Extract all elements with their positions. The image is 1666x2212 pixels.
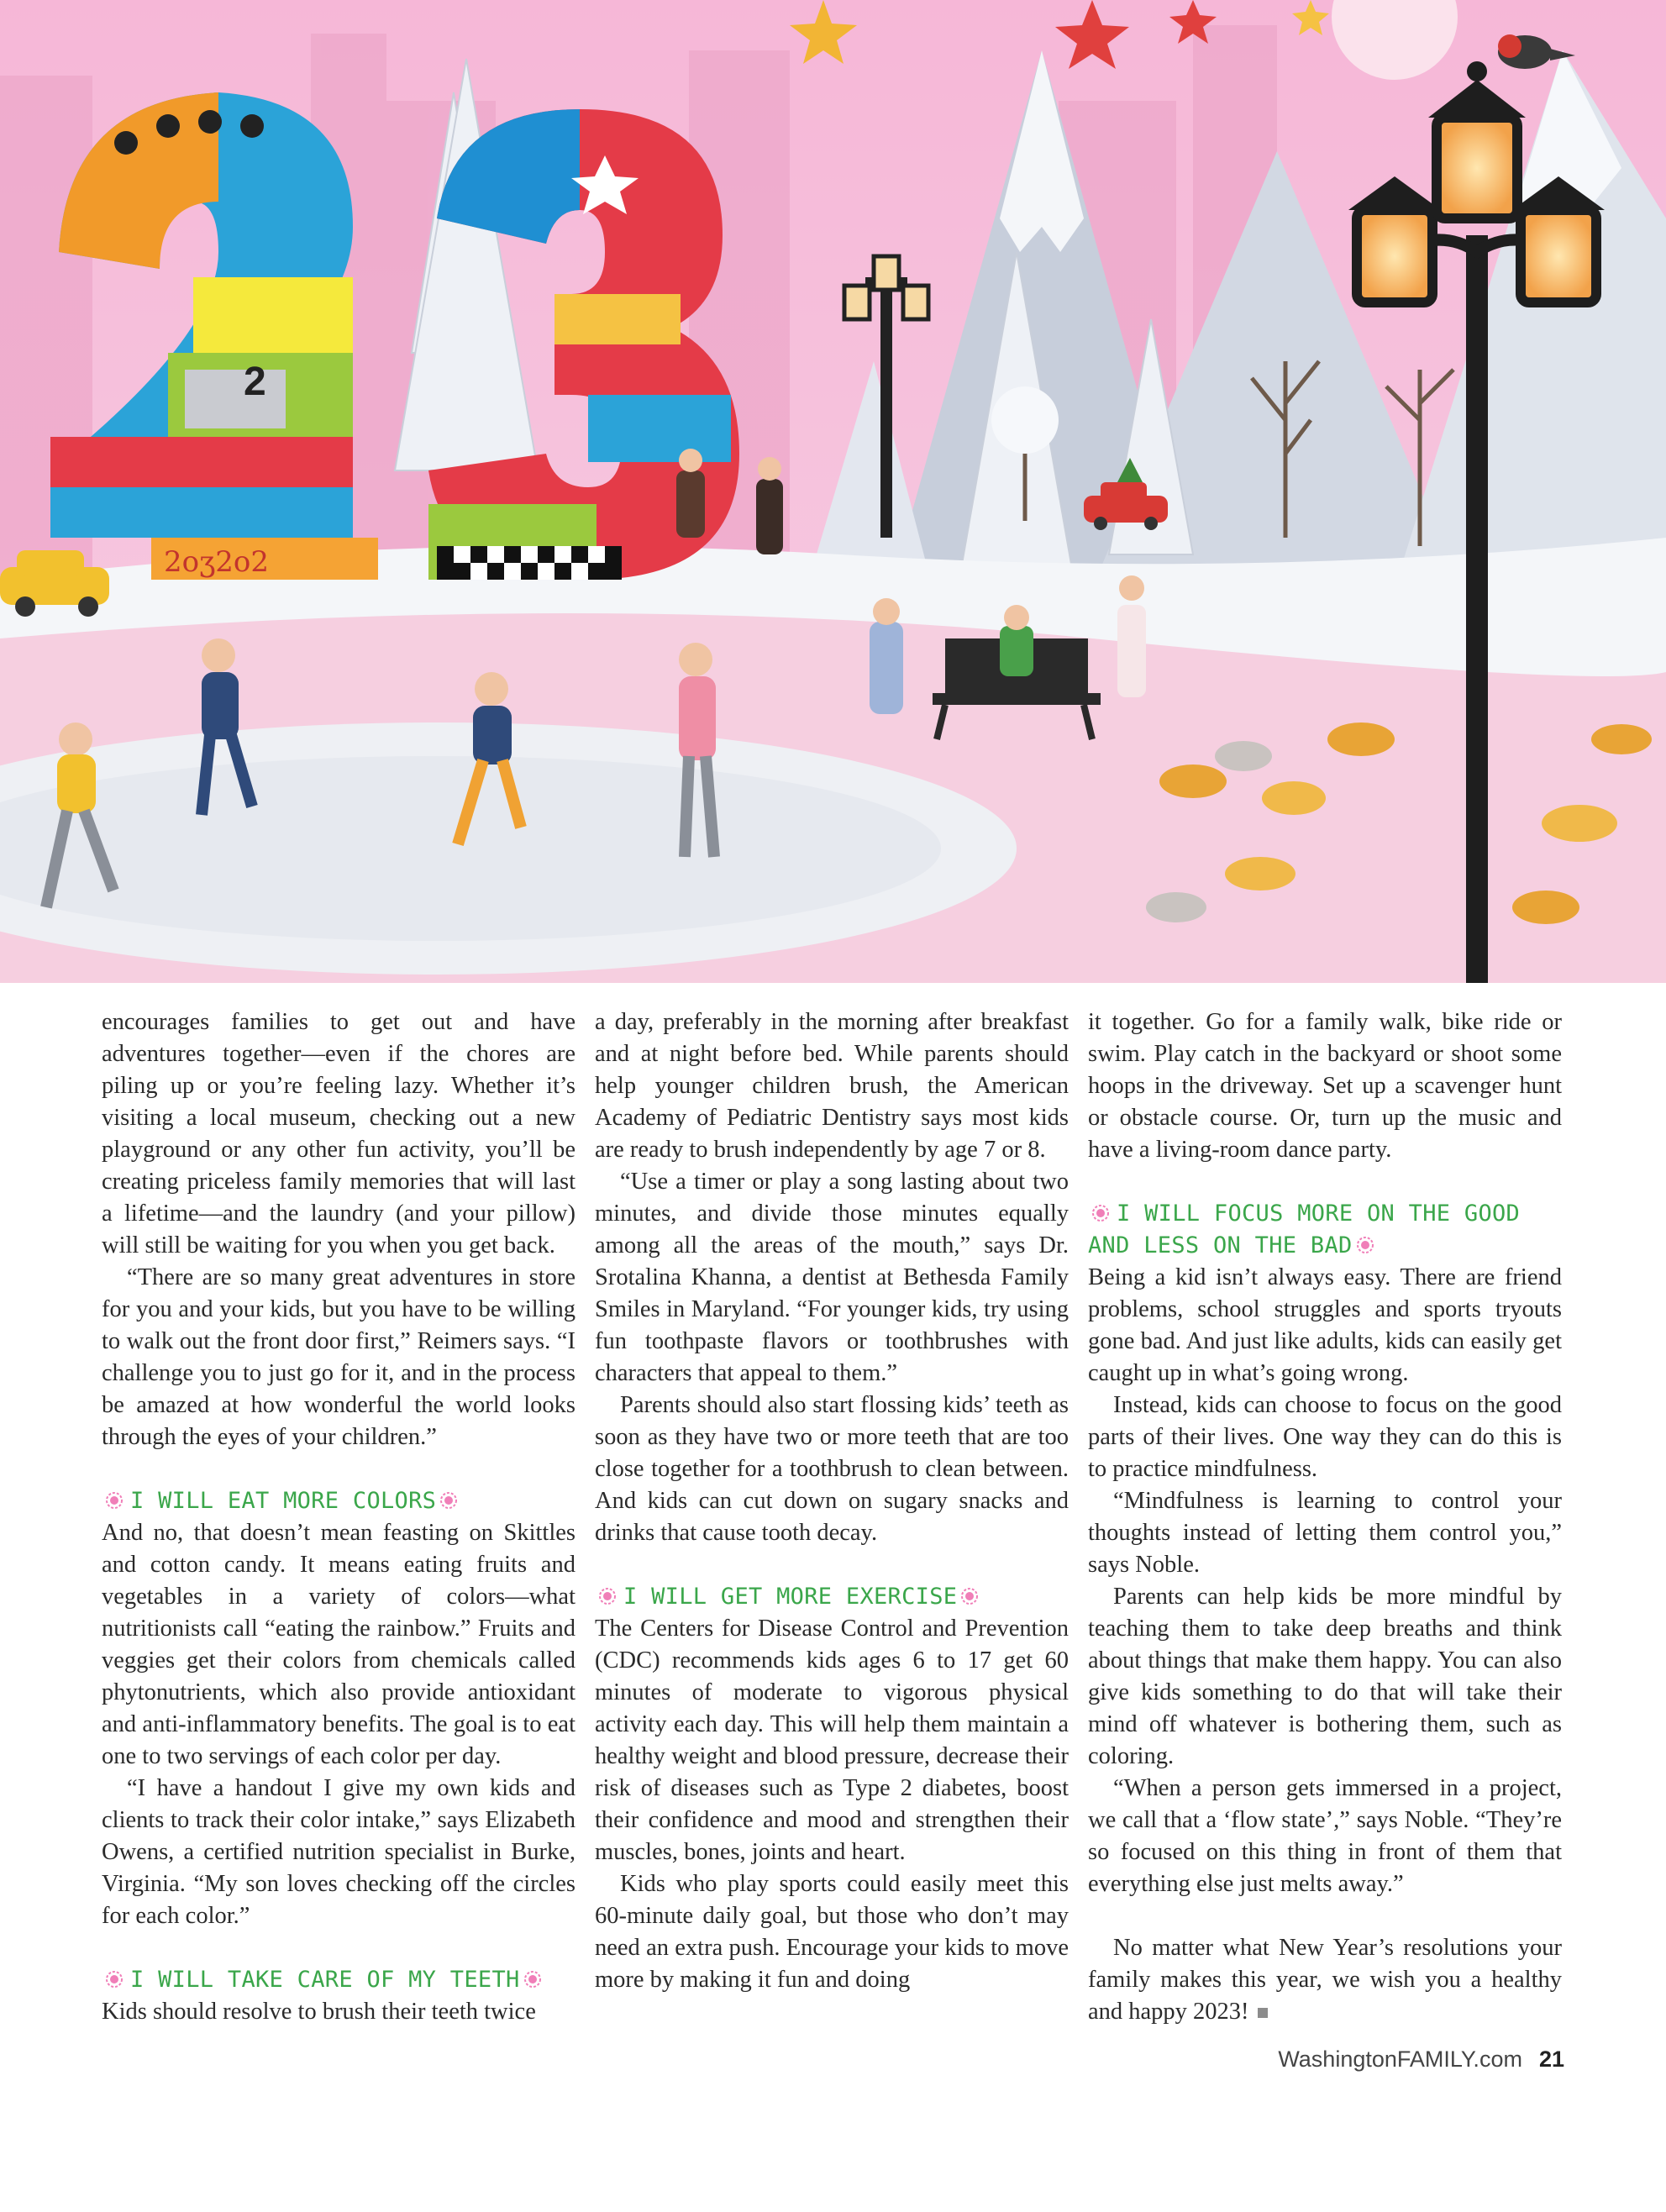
flower-icon <box>439 1491 458 1510</box>
closing-paragraph: No matter what New Year’s resolutions your family makes this year, we wish you a healthy and happy 2023! <box>1088 1935 1562 2025</box>
numeral-strip-text: 2oʒ2o2 <box>164 545 270 579</box>
paragraph: Instead, kids can choose to focus on the good parts of their lives. One way they can do this is to practice mindfulness. <box>1088 1392 1562 1482</box>
paragraph: The Centers for Disease Control and Prevention (CDC) recommends kids ages 6 to 17 get 60 minutes of moderate to vigorous physical activity each day. This will help them maintain a healthy weight and blood pressure, decrease their risk of diseases such as Type 2 diabetes, boost their confidence and mood and strengthen their muscles, bones, joints and heart. <box>595 1616 1069 1865</box>
paragraph: encourages families to get out and have adventures together—even if the chores are piling up or you’re feeling lazy. Whether it’s visiting a local museum, checking out a new playground or any other fun activity, you’ll be creating priceless family memories that will last a lifetime—and the laundry (and your pillow) will still be waiting for you when you get back. <box>102 1009 575 1258</box>
hero-illustration <box>0 0 1666 983</box>
page-number: 21 <box>1538 2046 1564 2072</box>
paragraph: “Mindfulness is learning to control your thoughts instead of letting them control you,” says Noble. <box>1088 1488 1562 1578</box>
footer-site: WashingtonFAMILY.com <box>1278 2046 1522 2072</box>
end-mark-icon <box>1258 2008 1268 2018</box>
paragraph: Kids should resolve to brush their teeth twice <box>102 1999 536 2025</box>
paragraph: “Use a timer or play a song lasting about two minutes, and divide those minutes equally among all the areas of the mouth,” says Dr. Srotalina Khanna, a dentist at Bethesda Family Smiles in Maryland. “For younger kids, try using fun toothpaste flavors or toothbrushes with characters that appeal to them.” <box>595 1169 1069 1386</box>
section-heading-exercise: I WILL GET MORE EXERCISE <box>595 1581 1069 1613</box>
article-column-3 <box>1088 1006 1562 2028</box>
paragraph: Kids who play sports could easily meet this 60-minute daily goal, but those who don’t may need an extra push. Encourage your kids to move more by making it fun and doing <box>595 1871 1069 1993</box>
paragraph: Being a kid isn’t always easy. There are friend problems, school struggles and sports tryouts gone bad. And just like adults, kids can easily get caught up in what’s going wrong. <box>1088 1264 1562 1386</box>
flower-icon <box>960 1587 979 1605</box>
section-heading-focus: I WILL FOCUS MORE ON THE GOOD AND LESS ON THE BAD <box>1088 1201 1521 1258</box>
paragraph: Parents should also start flossing kids’ teeth as soon as they have two or more teeth that are too close together for a toothbrush to clean between. And kids can cut down on sugary snacks and drinks that cause tooth decay. <box>595 1392 1069 1546</box>
paragraph: Parents can help kids be more mindful by teaching them to take deep breaths and think about things that make them happy. You can also give kids something to do that will take their mind off whatever is bothering them, such as coloring. <box>1088 1584 1562 1769</box>
paragraph: “When a person gets immersed in a project, we call that a ‘flow state’,” says Noble. “They’re so focused on this thing in front of them that everything else just melts away.” <box>1088 1775 1562 1897</box>
article-column-2 <box>595 1006 1069 1996</box>
snow-bush <box>991 386 1059 454</box>
paragraph: “There are so many great adventures in store for you and your kids, but you have to be willing to walk out the front door first,” Reimers says. “I challenge you to just go for it, and in the process be amazed at how wonderful the world looks through the eyes of your children.” <box>102 1264 575 1450</box>
article-column-1 <box>102 1006 575 2028</box>
flower-icon <box>1356 1236 1374 1254</box>
flower-icon <box>598 1587 617 1605</box>
section-heading-teeth: I WILL TAKE CARE OF MY TEETH <box>102 1964 575 1996</box>
paragraph: a day, preferably in the morning after breakfast and at night before bed. While parents should help younger children brush, the American Academy of Pediatric Dentistry says most kids are ready to brush independently by age 7 or 8. <box>595 1009 1069 1163</box>
section-heading-colors: I WILL EAT MORE COLORS <box>102 1485 575 1517</box>
flower-icon <box>1091 1204 1110 1222</box>
flower-icon <box>105 1491 124 1510</box>
page-footer <box>1278 2046 1564 2073</box>
paragraph: it together. Go for a family walk, bike ride or swim. Play catch in the backyard or shoot some hoops in the driveway. Set up a scavenger hunt or obstacle course. Or, turn up the music and have a living-room dance party. <box>1088 1009 1562 1163</box>
flower-icon <box>105 1970 124 1989</box>
paragraph: And no, that doesn’t mean feasting on Skittles and cotton candy. It means eating fruits and vegetables in a variety of colors—what nutritionists call “eating the rainbow.” Fruits and veggies get their colors from chemicals called phytonutrients, which also provide antioxidant and anti-inflammatory benefits. The goal is to eat one to two servings of each color per day. <box>102 1520 575 1769</box>
winter-park-scene <box>0 0 1666 983</box>
flower-icon <box>523 1970 542 1989</box>
paragraph: “I have a handout I give my own kids and clients to track their color intake,” says Elizabeth Owens, a certified nutrition specialist in Burke, Virginia. “My son loves checking off the circles for each color.” <box>102 1775 575 1929</box>
numeral-small-digit: 2 <box>244 360 266 404</box>
